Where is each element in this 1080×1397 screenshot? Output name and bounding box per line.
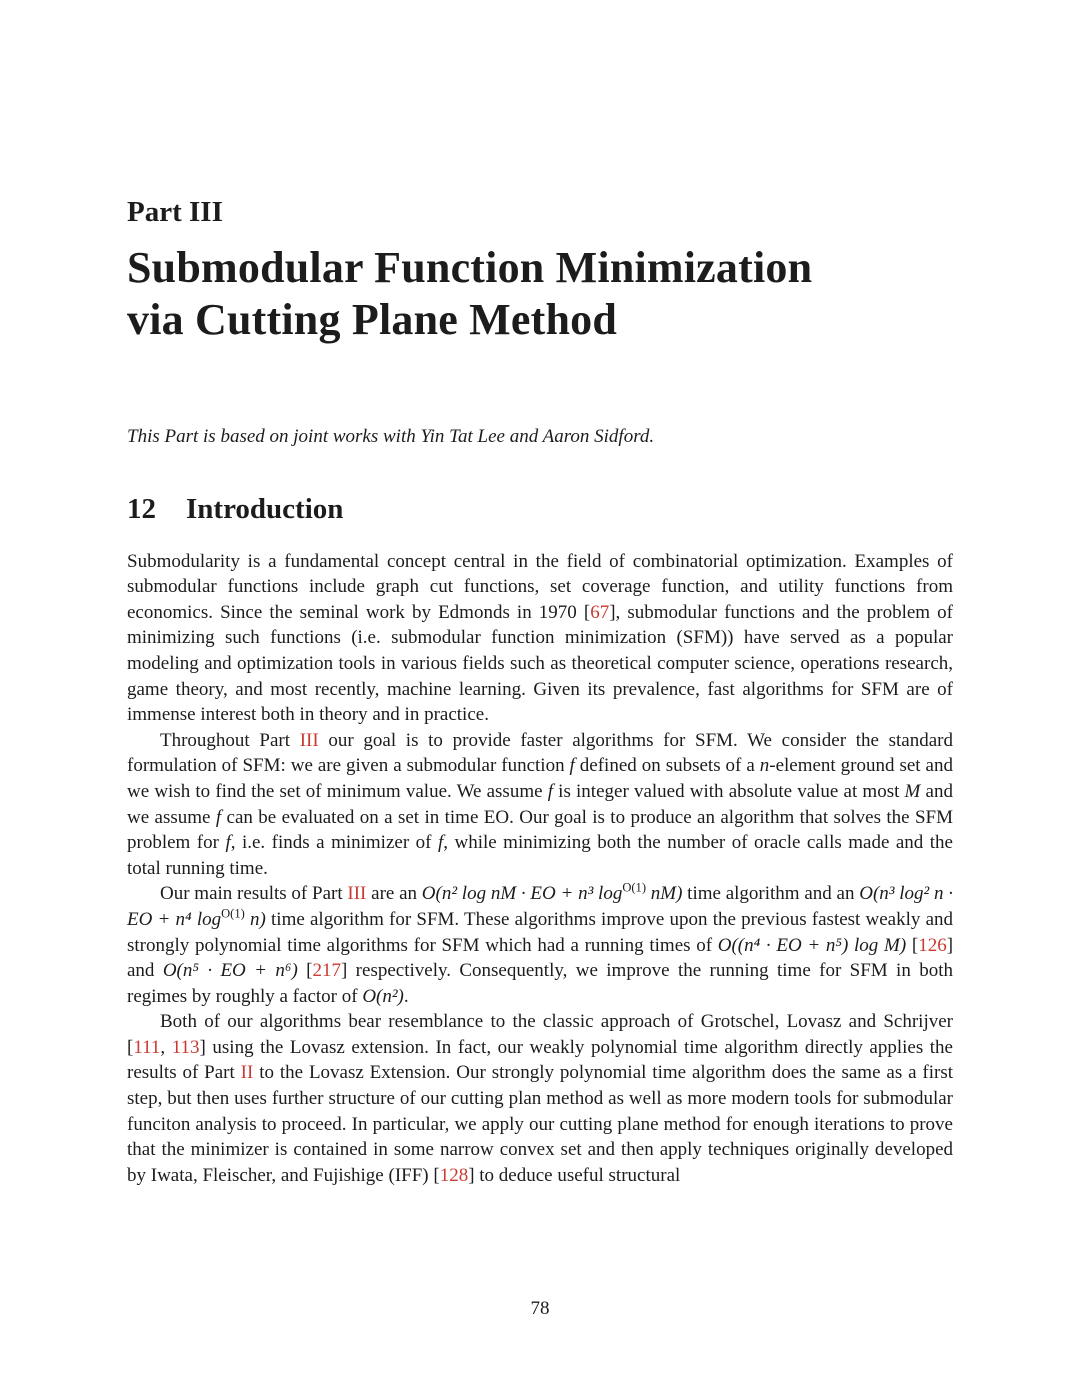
- text-segment: Both of our algorithms bear resemblance to the classic approach of Grotschel, Lovasz and Schrijver [: [127, 1011, 953, 1058]
- text-segment: [: [297, 960, 313, 982]
- paragraph: [127, 728, 953, 882]
- text-segment: O(n⁵ · EO + n⁶): [162, 960, 298, 982]
- text-segment: are an: [366, 883, 422, 905]
- text-segment: ] and: [127, 934, 954, 982]
- text-segment: ] respectively. Consequently, we improve the running time for SFM in both regimes by roughly a factor of: [127, 960, 953, 1007]
- text-segment: , while minimizing both the number of oracle calls made and the total running time.: [127, 832, 953, 879]
- section-title: Introduction: [186, 492, 344, 525]
- text-segment: O(1): [622, 880, 646, 895]
- text-segment: f: [225, 832, 231, 854]
- part-title-line2: via Cutting Plane Method: [127, 294, 618, 344]
- text-segment: -element ground set and we wish to find the set of minimum value. We assume: [127, 755, 953, 802]
- part-title-line1: Submodular Function Minimization: [127, 242, 813, 292]
- text-segment: ], submodular functions and the problem of minimizing such functions (i.e. submodular function minimization (SFM)) have served as a popular modeling and optimization tools in various fields such as theoretical computer science, operations research, game theory, and most recently, machine learning. Given its prevalence, fast algorithms for SFM are of immense interest both in theory and in practice.: [127, 601, 953, 726]
- text-segment: f: [437, 832, 444, 854]
- text-segment: O(n²): [362, 985, 404, 1007]
- reference-link[interactable]: III: [299, 729, 319, 751]
- text-segment: time algorithm and an: [682, 883, 860, 905]
- text-segment: f: [547, 780, 553, 802]
- paragraph: [127, 881, 953, 1009]
- reference-link[interactable]: 111: [133, 1036, 161, 1058]
- text-segment: and we assume: [127, 780, 953, 828]
- text-segment: O(n³ log² n · EO + n⁴ log: [127, 883, 953, 930]
- section-number: 12: [127, 492, 156, 525]
- text-segment: f: [569, 755, 575, 777]
- reference-link[interactable]: 113: [171, 1036, 200, 1058]
- text-segment: time algorithm for SFM. These algorithms improve upon the previous fastest weakly and strongly polynomial time algorithms for SFM which had a running times of: [127, 908, 954, 956]
- text-segment: O(1): [221, 906, 245, 921]
- text-segment: .: [403, 985, 409, 1007]
- text-segment: our goal is to provide faster algorithms for SFM. We consider the standard formulation of SFM: we are given a submodular function: [127, 729, 953, 777]
- page-number: 78: [530, 1298, 550, 1319]
- text-segment: nM): [646, 883, 683, 905]
- paragraphs-container: [127, 549, 953, 1189]
- text-segment: Submodularity is a fundamental concept central in the field of combinatorial optimization. Examples of submodular functions include graph cut functions, set coverage function, and utility functions from economics. Since the seminal work by Edmonds in 1970 [: [127, 550, 953, 623]
- paragraph: [127, 549, 953, 728]
- part-label: Part III: [127, 196, 223, 228]
- text-segment: can be evaluated on a set in time EO. Our goal is to produce an algorithm that solves the SFM problem for: [127, 806, 953, 854]
- paragraph: [127, 1009, 953, 1188]
- reference-link[interactable]: 67: [590, 601, 610, 623]
- reference-link[interactable]: 128: [439, 1164, 469, 1186]
- text-segment: Our main results of Part: [160, 883, 348, 905]
- text-segment: O((n⁴ · EO + n⁵) log M): [717, 934, 907, 956]
- section-heading: [127, 494, 953, 526]
- text-segment: ,: [160, 1036, 172, 1058]
- reference-link[interactable]: 217: [312, 960, 341, 982]
- text-segment: , i.e. finds a minimizer of: [230, 832, 438, 854]
- text-segment: f: [215, 806, 222, 828]
- text-segment: to the Lovasz Extension. Our strongly polynomial time algorithm does the same as a first step, but then uses further structure of our cutting plan method as well as more modern tools for submodular funciton analysis to proceed. In particular, we apply our cutting plane method for enough iterations to prove that the minimizer is contained in some narrow convex set and then apply techniques originally developed by Iwata, Fleischer, and Fujishige (IFF) [: [127, 1062, 954, 1186]
- part-title: [127, 242, 953, 346]
- text-segment: M: [904, 780, 921, 802]
- text-segment: ] using the Lovasz extension. In fact, our weakly polynomial time algorithm directly applies the results of Part: [127, 1036, 953, 1084]
- text-segment: ] to deduce useful structural: [468, 1164, 681, 1186]
- text-segment: Throughout Part: [160, 729, 300, 751]
- text-segment: n: [759, 755, 770, 777]
- reference-link[interactable]: III: [347, 883, 367, 905]
- text-segment: [: [906, 934, 919, 956]
- text-segment: O(n² log nM · EO + n³ log: [421, 883, 623, 905]
- reference-link[interactable]: II: [240, 1062, 254, 1084]
- attribution-note: This Part is based on joint works with Yin Tat Lee and Aaron Sidford.: [127, 425, 655, 447]
- text-segment: is integer valued with absolute value at most: [553, 780, 905, 802]
- text-segment: defined on subsets of a: [574, 755, 760, 777]
- reference-link[interactable]: 126: [918, 934, 947, 956]
- text-segment: n): [244, 908, 266, 930]
